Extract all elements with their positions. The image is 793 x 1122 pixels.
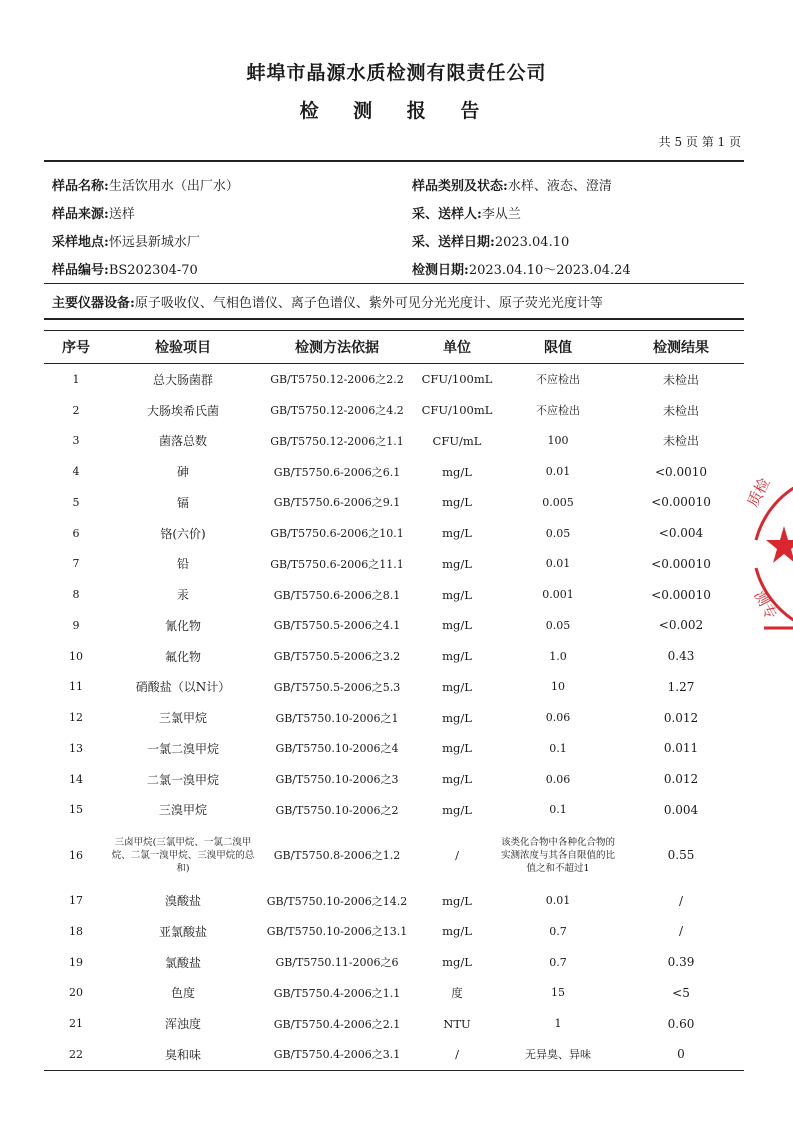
table-row: [44, 395, 744, 426]
cell-method: GB/T5750.4-2006之1.1: [273, 986, 401, 1000]
cell-item: 镉: [176, 495, 189, 510]
cell-method: GB/T5750.10-2006之13.1: [266, 925, 408, 939]
cell-unit: CFU/mL: [432, 433, 482, 448]
cell-unit: 度: [451, 985, 463, 1000]
sample-number-value: BS202304-70: [108, 263, 198, 278]
test-date-label: 检测日期:: [412, 263, 469, 278]
cell-item: 铬(六价): [160, 526, 206, 541]
cell-method: GB/T5750.10-2006之3: [275, 773, 399, 787]
header-method: 检测方法依据: [258, 331, 416, 364]
cell-method: GB/T5750.8-2006之1.2: [273, 849, 401, 863]
cell-unit: mg/L: [442, 649, 472, 664]
cell-item: 砷: [176, 465, 189, 480]
report-title: 检 测 报 告: [299, 100, 494, 122]
table-row: [44, 1039, 744, 1070]
sample-type: [412, 175, 612, 194]
cell-method: GB/T5750.12-2006之1.1: [270, 434, 404, 448]
sample-number: [52, 259, 198, 278]
page-number: 共 5 页 第 1 页: [658, 135, 741, 149]
cell-method: GB/T5750.6-2006之9.1: [273, 496, 401, 510]
cell-index: 6: [72, 526, 80, 540]
cell-method: GB/T5750.6-2006之8.1: [273, 588, 401, 602]
table-row: [44, 733, 744, 764]
cell-result: <0.00010: [651, 495, 711, 510]
cell-unit: mg/L: [442, 741, 472, 756]
table-row: [44, 795, 744, 826]
table-row: [44, 764, 744, 795]
cell-result: 0.39: [667, 955, 695, 970]
cell-method: GB/T5750.10-2006之4: [275, 742, 399, 756]
red-seal-stamp: [742, 468, 793, 638]
send-date-value: 2023.04.10: [494, 235, 570, 250]
cell-method: GB/T5750.5-2006之3.2: [273, 650, 401, 664]
header-unit: 单位: [416, 331, 498, 364]
seal-lettering: 质检: [743, 474, 774, 510]
cell-limit: 1: [554, 1017, 562, 1031]
cell-method: GB/T5750.6-2006之11.1: [270, 557, 404, 571]
cell-result: 未检出: [662, 403, 699, 418]
cell-result: 0.004: [663, 802, 699, 817]
cell-unit: mg/L: [442, 802, 472, 817]
cell-method: GB/T5750.6-2006之10.1: [270, 527, 404, 541]
header-limit: 限值: [498, 331, 618, 364]
cell-result: <0.00010: [651, 587, 711, 602]
cell-item: 氯酸盐: [164, 955, 201, 970]
send-date-label: 采、送样日期:: [412, 235, 495, 250]
header-index: 序号: [44, 331, 108, 364]
cell-unit: NTU: [443, 1016, 471, 1031]
sample-type-label: 样品类别及状态:: [412, 179, 508, 194]
header-result: 检测结果: [618, 331, 744, 364]
cell-limit: 0.05: [545, 526, 571, 540]
table-row: [44, 610, 744, 641]
cell-limit: 0.1: [549, 741, 567, 755]
cell-result: 0.43: [667, 649, 695, 664]
cell-item: 色度: [170, 986, 195, 1001]
cell-limit: 0.06: [545, 711, 571, 725]
cell-limit: 0.7: [549, 924, 567, 938]
cell-index: 16: [69, 848, 83, 862]
equipment-label: 主要仪器设备:: [52, 296, 135, 311]
sample-source-label: 样品来源:: [52, 207, 109, 222]
cell-result: <0.0010: [654, 464, 708, 479]
cell-index: 9: [72, 618, 80, 632]
cell-limit: 10: [551, 680, 565, 694]
cell-index: 13: [69, 741, 83, 755]
cell-index: 18: [69, 924, 83, 938]
cell-result: <0.004: [658, 526, 704, 541]
cell-limit: 15: [551, 986, 565, 1000]
cell-item: 汞: [176, 588, 189, 603]
cell-index: 10: [69, 649, 83, 663]
cell-item: 一氯二溴甲烷: [146, 741, 219, 756]
cell-method: GB/T5750.5-2006之5.3: [273, 680, 401, 694]
sender: [412, 203, 521, 222]
table-row: [44, 426, 744, 457]
table-row: [44, 579, 744, 610]
cell-unit: mg/L: [442, 526, 472, 541]
cell-result: <0.00010: [651, 556, 711, 571]
cell-item: 三氯甲烷: [158, 711, 207, 726]
cell-result: 0.012: [663, 772, 699, 787]
cell-method: GB/T5750.10-2006之1: [275, 711, 399, 725]
cell-result: 0.012: [663, 710, 699, 725]
cell-unit: mg/L: [442, 618, 472, 633]
cell-unit: mg/L: [442, 495, 472, 510]
sender-value: 李从兰: [481, 207, 521, 222]
cell-index: 20: [69, 986, 83, 1000]
sample-name-label: 样品名称:: [52, 179, 109, 194]
sample-source-value: 送样: [108, 207, 135, 222]
table-row: [44, 916, 744, 947]
cell-item: 浑浊度: [164, 1017, 201, 1032]
cell-item: 二氯一溴甲烷: [146, 772, 219, 787]
cell-limit: 0.01: [545, 894, 571, 908]
sampling-site-label: 采样地点:: [52, 235, 109, 250]
cell-result: 未检出: [662, 434, 699, 449]
cell-item: 三卤甲烷(三氯甲烷、一氯二溴甲烷、二氯一溴甲烷、三溴甲烷的总和): [111, 836, 255, 874]
cell-limit: 0.7: [549, 955, 567, 969]
cell-limit: 0.05: [545, 618, 571, 632]
table-row: [44, 549, 744, 580]
cell-item: 硝酸盐（以N计）: [135, 680, 231, 695]
cell-unit: mg/L: [442, 955, 472, 970]
cell-limit: 0.01: [545, 465, 571, 479]
table-row: [44, 825, 744, 885]
cell-limit: 不应检出: [536, 373, 580, 387]
cell-method: GB/T5750.10-2006之14.2: [266, 894, 408, 908]
cell-limit: 0.1: [549, 803, 567, 817]
table-row: [44, 487, 744, 518]
cell-limit: 0.001: [542, 588, 574, 602]
table-row: [44, 978, 744, 1009]
cell-index: 15: [69, 803, 83, 817]
cell-unit: mg/L: [442, 556, 472, 571]
cell-unit: /: [455, 848, 459, 863]
cell-item: 亚氯酸盐: [158, 924, 207, 939]
cell-method: GB/T5750.4-2006之2.1: [273, 1017, 401, 1031]
cell-index: 19: [69, 955, 83, 969]
table-row: [44, 885, 744, 916]
sample-source: [52, 203, 135, 222]
results-table: [44, 330, 744, 1071]
cell-unit: mg/L: [442, 893, 472, 908]
cell-unit: mg/L: [442, 464, 472, 479]
cell-item: 三溴甲烷: [158, 803, 207, 818]
sample-number-label: 样品编号:: [52, 263, 109, 278]
cell-result: /: [678, 893, 684, 908]
cell-item: 溴酸盐: [164, 894, 201, 909]
cell-unit: mg/L: [442, 679, 472, 694]
sender-label: 采、送样人:: [412, 207, 482, 222]
send-date: [412, 231, 569, 250]
cell-index: 14: [69, 772, 83, 786]
cell-method: GB/T5750.5-2006之4.1: [273, 619, 401, 633]
cell-method: GB/T5750.4-2006之3.1: [258, 1039, 416, 1070]
cell-limit: 不应检出: [536, 404, 580, 418]
sampling-site-value: 怀远县新城水厂: [108, 235, 200, 250]
cell-limit: 0.01: [545, 557, 571, 571]
cell-result: 0.55: [667, 848, 695, 863]
cell-index: 4: [72, 465, 80, 479]
cell-result: 未检出: [662, 372, 699, 387]
equipment-rule: [44, 318, 744, 320]
cell-method: GB/T5750.6-2006之6.1: [273, 465, 401, 479]
cell-result: 0: [618, 1039, 744, 1070]
cell-result: <5: [672, 985, 690, 1000]
seal-lettering: 测专: [750, 587, 781, 623]
cell-method: GB/T5750.12-2006之4.2: [270, 404, 404, 418]
info-rule: [44, 283, 744, 284]
table-row: [44, 702, 744, 733]
cell-result: 1.27: [667, 679, 695, 694]
top-rule: [44, 160, 744, 162]
cell-index: 21: [69, 1017, 83, 1031]
equipment-value: 原子吸收仪、气相色谱仪、离子色谱仪、紫外可见分光光度计、原子荧光光度计等: [134, 296, 603, 311]
table-row: [44, 518, 744, 549]
equipment: [52, 292, 603, 311]
cell-limit: 0.005: [542, 495, 574, 509]
cell-unit: mg/L: [442, 587, 472, 602]
cell-method: GB/T5750.12-2006之2.2: [270, 373, 404, 387]
cell-index: 1: [72, 372, 80, 386]
table-row: [44, 1008, 744, 1039]
table-header-row: [44, 331, 744, 364]
table-row: [44, 364, 744, 395]
sampling-site: [52, 231, 200, 250]
cell-item: 铅: [176, 557, 189, 572]
table-row: [44, 947, 744, 978]
cell-item: 总大肠菌群: [152, 372, 213, 387]
cell-method: GB/T5750.11-2006之6: [275, 956, 399, 970]
cell-result: 0.60: [667, 1016, 695, 1031]
cell-index: 3: [72, 434, 80, 448]
cell-index: 2: [72, 403, 80, 417]
cell-unit: CFU/100mL: [421, 372, 493, 387]
cell-index: 17: [69, 894, 83, 908]
test-date: [412, 259, 631, 278]
cell-limit: 无异臭、异味: [498, 1039, 618, 1070]
cell-unit: /: [416, 1039, 498, 1070]
cell-item: 臭和味: [108, 1039, 258, 1070]
table-row: [44, 641, 744, 672]
cell-limit: 1.0: [549, 649, 567, 663]
cell-index: 8: [72, 588, 80, 602]
test-date-value: 2023.04.10～2023.04.24: [468, 263, 631, 278]
cell-unit: mg/L: [442, 772, 472, 787]
cell-index: 5: [72, 495, 80, 509]
cell-unit: mg/L: [442, 710, 472, 725]
cell-result: <0.002: [658, 618, 704, 633]
cell-limit: 100: [547, 434, 569, 448]
cell-unit: mg/L: [442, 924, 472, 939]
cell-item: 氰化物: [164, 618, 201, 633]
cell-index: 7: [72, 557, 80, 571]
cell-result: /: [678, 924, 684, 939]
cell-item: 大肠埃希氏菌: [146, 403, 219, 418]
cell-limit: 0.06: [545, 772, 571, 786]
cell-item: 菌落总数: [158, 434, 207, 449]
cell-unit: CFU/100mL: [421, 403, 493, 418]
cell-index: 22: [44, 1039, 108, 1070]
table-row: [44, 456, 744, 487]
company-name: 蚌埠市晶源水质检测有限责任公司: [246, 62, 547, 84]
cell-limit: 该类化合物中各种化合物的实测浓度与其各自限值的比值之和不超过1: [500, 836, 615, 874]
sample-type-value: 水样、液态、澄清: [507, 179, 612, 194]
table-row: [44, 672, 744, 703]
header-item: 检验项目: [108, 331, 258, 364]
sample-name-value: 生活饮用水（出厂水）: [108, 179, 239, 194]
cell-index: 12: [69, 711, 83, 725]
cell-index: 11: [69, 680, 83, 694]
cell-result: 0.011: [663, 741, 699, 756]
sample-name: [52, 175, 239, 194]
cell-item: 氟化物: [164, 649, 201, 664]
cell-method: GB/T5750.10-2006之2: [275, 803, 399, 817]
